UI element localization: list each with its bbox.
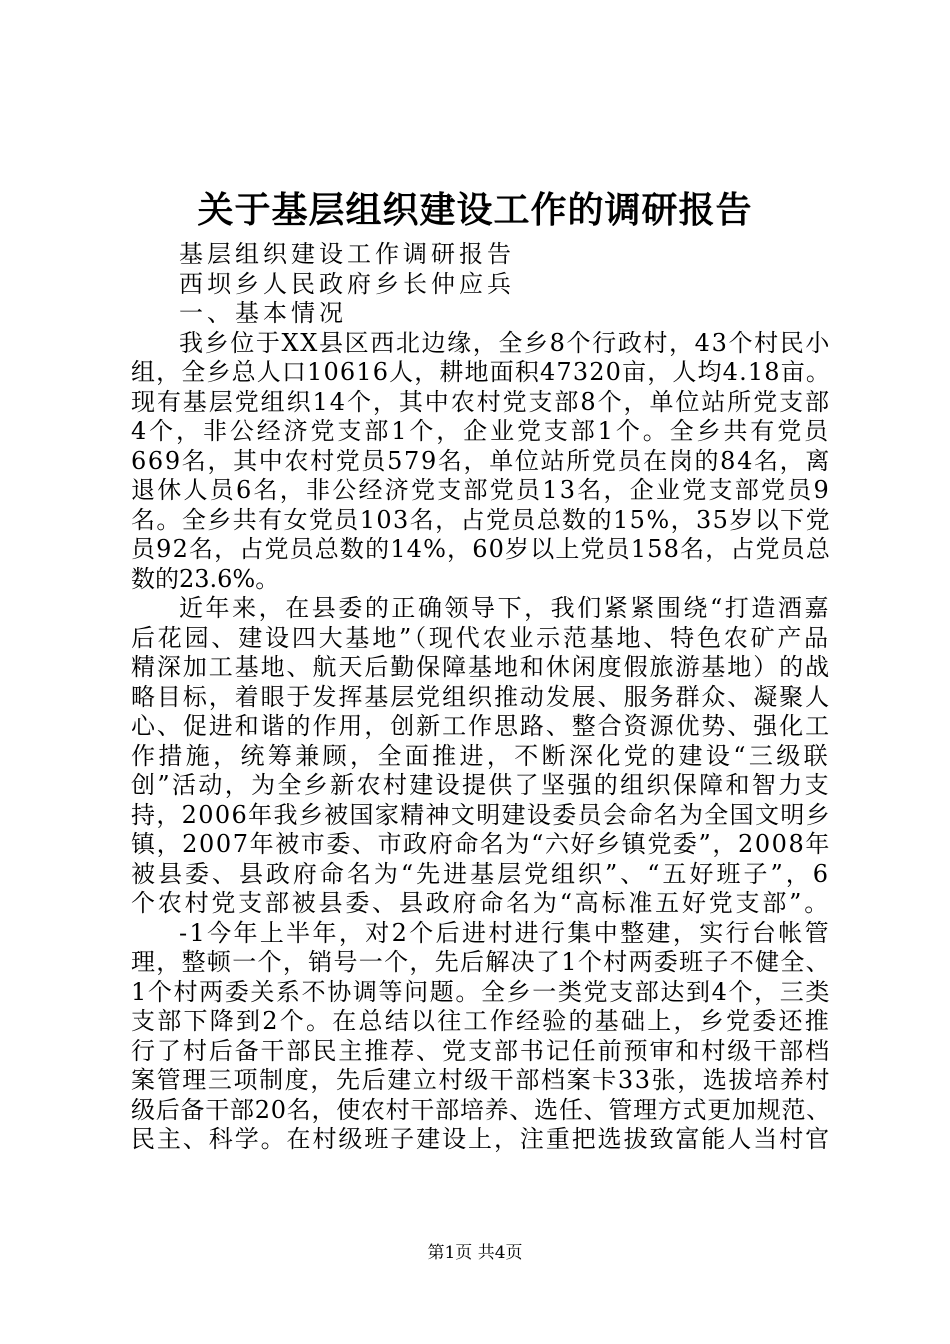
page-footer: 第1页 共4页 <box>427 1243 523 1263</box>
body-line: 员92名，占党员总数的14%，60岁以上党员158名，占党员总 <box>131 535 831 563</box>
body-line: 后花园、建设四大基地”（现代农业示范基地、特色农矿产品 <box>131 623 831 652</box>
document-body <box>131 240 831 1155</box>
body-line: 案管理三项制度，先后建立村级干部档案卡33张，选拔培养村 <box>131 1066 831 1094</box>
body-line: 持，2006年我乡被国家精神文明建设委员会命名为全国文明乡 <box>131 800 831 829</box>
body-line: 略目标，着眼于发挥基层党组织推动发展、服务群众、凝聚人 <box>131 682 831 711</box>
body-line: 近年来，在县委的正确领导下，我们紧紧围绕“打造酒嘉 <box>179 594 831 622</box>
body-line: 组，全乡总人口10616人，耕地面积47320亩，人均4.18亩。 <box>131 358 831 386</box>
body-line: 民主、科学。在村级班子建设上，注重把选拔致富能人当村官 <box>131 1125 831 1153</box>
body-line: -1今年上半年，对2个后进村进行集中整建，实行台帐管 <box>179 918 831 947</box>
body-line: 名。全乡共有女党员103名，占党员总数的15%，35岁以下党 <box>131 505 831 534</box>
body-line: 支部下降到2个。在总结以往工作经验的基础上，乡党委还推 <box>131 1007 831 1035</box>
document-title: 关于基层组织建设工作的调研报告 <box>197 189 753 231</box>
body-line: 作措施，统筹兼顾，全面推进，不断深化党的建设“三级联 <box>131 741 831 770</box>
body-line: 被县委、县政府命名为“先进基层党组织”、“五好班子”，6 <box>131 859 831 888</box>
body-line: 镇，2007年被市委、市政府命名为“六好乡镇党委”，2008年 <box>131 830 831 858</box>
body-line: 个农村党支部被县委、县政府命名为“高标准五好党支部”。 <box>131 889 831 917</box>
body-line: 现有基层党组织14个，其中农村党支部8个，单位站所党支部 <box>131 387 831 416</box>
body-line: 数的23.6%。 <box>131 564 280 593</box>
body-line: 4个，非公经济党支部1个，企业党支部1个。全乡共有党员 <box>131 417 831 445</box>
body-line: 我乡位于XX县区西北边缘，全乡8个行政村，43个村民小 <box>179 328 831 357</box>
body-line: 级后备干部20名，使农村干部培养、选任、管理方式更加规范、 <box>131 1095 831 1124</box>
body-line: 退休人员6名，非公经济党支部党员13名，企业党支部党员9 <box>131 476 831 504</box>
body-line: 心、促进和谐的作用，创新工作思路、整合资源优势、强化工 <box>131 712 831 740</box>
body-line: 西坝乡人民政府乡长仲应兵 <box>179 269 515 298</box>
body-line: 精深加工基地、航天后勤保障基地和休闲度假旅游基地）的战 <box>131 653 831 681</box>
body-line: 理，整顿一个，销号一个，先后解决了1个村两委班子不健全、 <box>131 948 831 976</box>
body-line: 一、基本情况 <box>179 299 347 327</box>
body-line: 行了村后备干部民主推荐、党支部书记任前预审和村级干部档 <box>131 1036 831 1065</box>
body-line: 创”活动，为全乡新农村建设提供了坚强的组织保障和智力支 <box>131 771 831 799</box>
body-line: 1个村两委关系不协调等问题。全乡一类党支部达到4个，三类 <box>131 977 831 1006</box>
body-line: 669名，其中农村党员579名，单位站所党员在岗的84名，离 <box>131 446 831 475</box>
body-line: 基层组织建设工作调研报告 <box>179 240 515 268</box>
